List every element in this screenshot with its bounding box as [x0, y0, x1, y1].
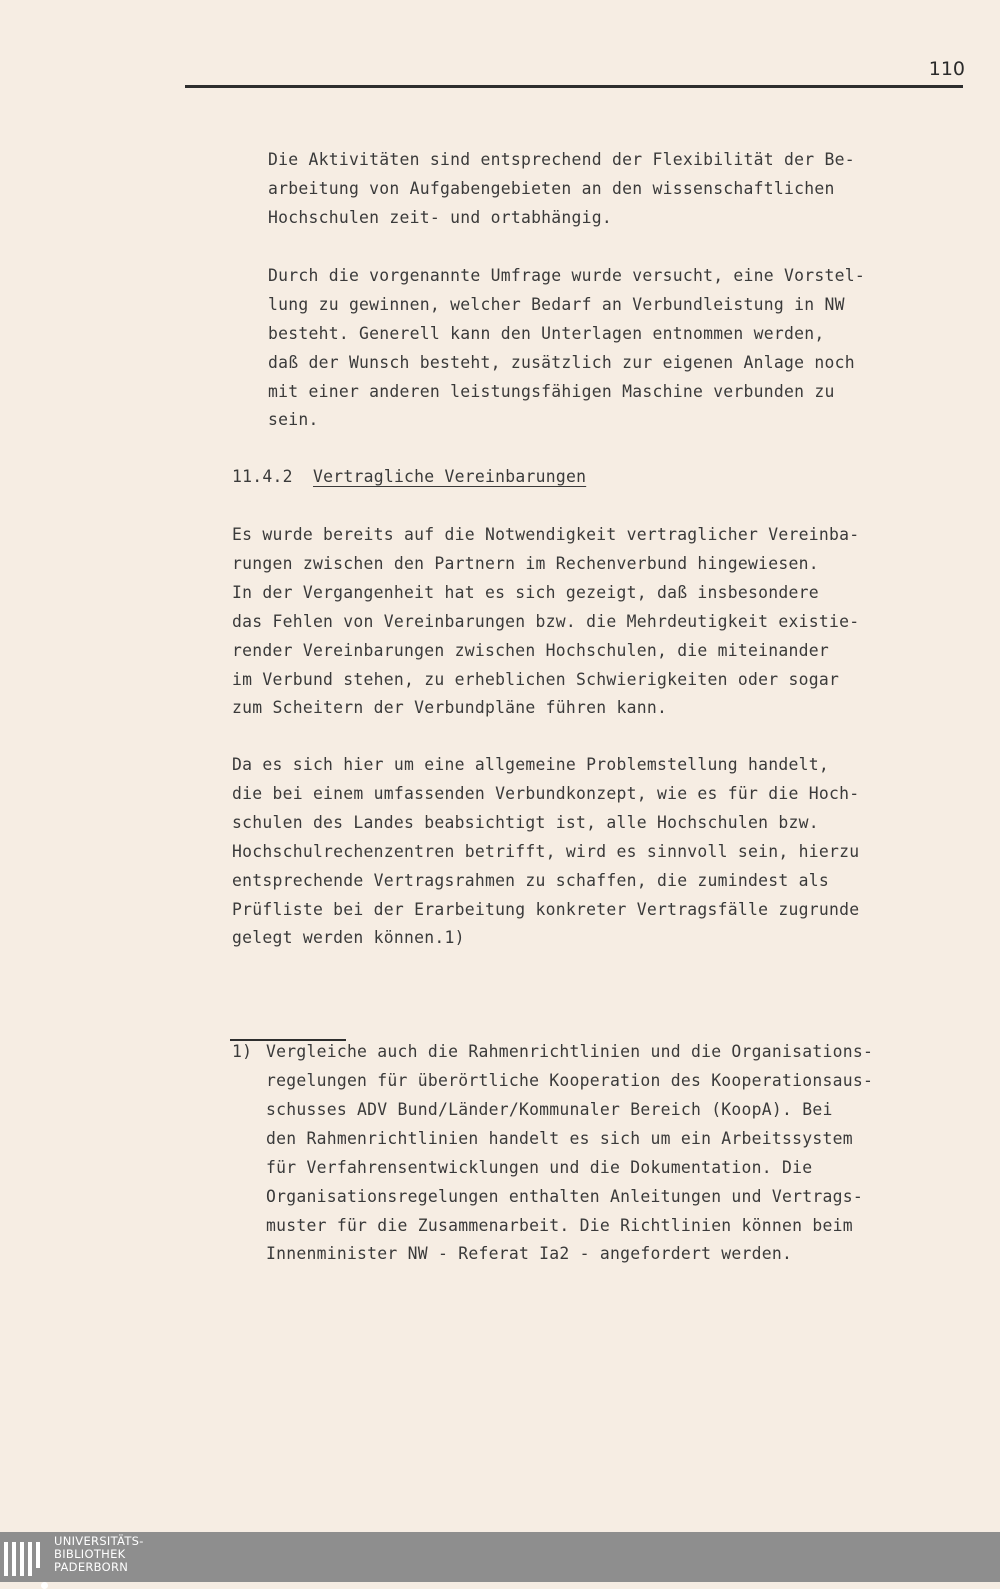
section-number: 11.4.2: [232, 467, 293, 486]
text-line: mit einer anderen leistungsfähigen Maschine verbunden zu: [268, 382, 835, 401]
text-line: Durch die vorgenannte Umfrage wurde versucht, eine Vorstel-: [268, 266, 865, 285]
text-line: daß der Wunsch besteht, zusätzlich zur eigenen Anlage noch: [268, 353, 855, 372]
text-line: für Verfahrensentwicklungen und die Dokumentation. Die: [266, 1158, 813, 1177]
library-logo-text: [54, 1535, 144, 1574]
library-logo-line: UNIVERSITÄTS-: [54, 1534, 144, 1548]
section-title: Vertragliche Vereinbarungen: [313, 467, 587, 486]
text-line: die bei einem umfassenden Verbundkonzept, wie es für die Hoch-: [232, 784, 860, 803]
text-line: Es wurde bereits auf die Notwendigkeit vertraglicher Vereinba-: [232, 525, 860, 544]
text-line: Prüfliste bei der Erarbeitung konkreter Vertragsfälle zugrunde: [232, 900, 860, 919]
text-line: Da es sich hier um eine allgemeine Problemstellung handelt,: [232, 755, 829, 774]
text-line: entsprechende Vertragsrahmen zu schaffen, die zumindest als: [232, 871, 829, 890]
text-line: zum Scheitern der Verbundpläne führen kann.: [232, 698, 668, 717]
page-number: 110: [928, 58, 965, 80]
library-logo-icon: [4, 1542, 48, 1578]
text-line: regelungen für überörtliche Kooperation des Kooperationsaus-: [266, 1071, 874, 1090]
text-line: im Verbund stehen, zu erheblichen Schwierigkeiten oder sogar: [232, 670, 840, 689]
text-line: schulen des Landes beabsichtigt ist, alle Hochschulen bzw.: [232, 813, 819, 832]
text-line: den Rahmenrichtlinien handelt es sich um ein Arbeitssystem: [266, 1129, 853, 1148]
text-line: Organisationsregelungen enthalten Anleitungen und Vertrags-: [266, 1187, 863, 1206]
library-footer-bar: [0, 1532, 1000, 1582]
text-line: besteht. Generell kann den Unterlagen entnommen werden,: [268, 324, 825, 343]
footnote-marker: 1): [232, 1042, 253, 1061]
text-line: arbeitung von Aufgabengebieten an den wissenschaftlichen: [268, 179, 835, 198]
text-line: render Vereinbarungen zwischen Hochschulen, die miteinander: [232, 641, 829, 660]
text-line: sein.: [268, 410, 319, 429]
library-logo-line: BIBLIOTHEK: [54, 1547, 126, 1561]
footnote-rule: [230, 1039, 346, 1041]
text-line: Innenminister NW - Referat Ia2 - angefordert werden.: [266, 1244, 793, 1263]
header-rule: [185, 85, 963, 88]
text-line: Hochschulen zeit- und ortabhängig.: [268, 208, 613, 227]
text-line: schusses ADV Bund/Länder/Kommunaler Bereich (KoopA). Bei: [266, 1100, 833, 1119]
text-line: rungen zwischen den Partnern im Rechenverbund hingewiesen.: [232, 554, 819, 573]
text-line: lung zu gewinnen, welcher Bedarf an Verbundleistung in NW: [268, 295, 845, 314]
library-logo-line: PADERBORN: [54, 1560, 129, 1574]
text-line: Die Aktivitäten sind entsprechend der Flexibilität der Be-: [268, 150, 855, 169]
text-line: Vergleiche auch die Rahmenrichtlinien und die Organisations-: [266, 1042, 874, 1061]
text-line: muster für die Zusammenarbeit. Die Richtlinien können beim: [266, 1216, 853, 1235]
text-line: In der Vergangenheit hat es sich gezeigt, daß insbesondere: [232, 583, 819, 602]
text-line: gelegt werden können.1): [232, 928, 465, 947]
text-line: das Fehlen von Vereinbarungen bzw. die Mehrdeutigkeit existie-: [232, 612, 860, 631]
text-line: Hochschulrechenzentren betrifft, wird es sinnvoll sein, hierzu: [232, 842, 860, 861]
